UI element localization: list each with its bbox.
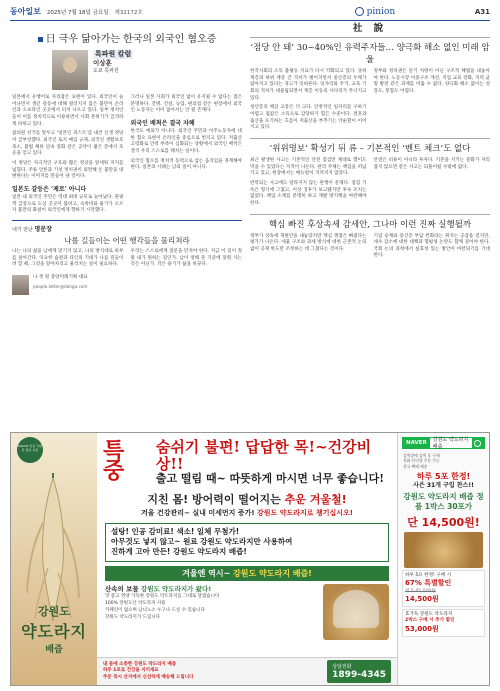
naver-instructions: 검색창에 검색 후 구매 전화·인터넷 주문 가능 전국 택배 배송 <box>403 453 440 469</box>
editorial-paragraph: 한국사회의 소득 불평등 지표가 다시 악화되고 있다. 상위 계층과 하위 계층 간 격차가 벌어지면서 중산층의 두께가 얇아지고 있다는 경고가 잇따른다. 일자리와 주거, 교육 기회의 격차가 대물림되면서 계층 이동의 사다리가 무너지고 있다. <box>250 69 367 101</box>
newspaper-logo: 동아일보 <box>10 6 41 16</box>
ad-headline: 숨쉬기 불편! 답답한 목!~건강비상!! <box>155 438 372 473</box>
ad-box-image <box>404 532 483 568</box>
column-paragraph: 일본 내 외국인 주민은 역대 최대 규모로 늘어났다. 관광객 급증으로 도심 곳곳이 붐비고, 숙박비와 물가가 오르자 불만의 화살이 외국인에게 향하기 시작했다. <box>12 194 124 214</box>
issue-date: 2025년 7월 18일 금요일 <box>46 9 109 16</box>
ad-juice-image <box>323 584 389 640</box>
column-paragraph: 이 정당은 자극적인 구호와 짧은 영상을 앞세워 지지를 넓혔다. 주류 언론과 기성 정치권이 외면해 온 불만을 대변한다는 이미지를 만들어 낸 것이다. <box>12 160 124 180</box>
masthead <box>10 5 490 18</box>
page-number: A31 <box>474 7 490 16</box>
opinion-circle-icon <box>355 7 364 16</box>
editorial-section <box>250 20 490 428</box>
author-title: 도쿄 특파원 <box>93 68 119 75</box>
editorial-paragraph: 안전은 비용이 아니라 투자다. 기본을 지키는 문화가 자리 잡지 않으면 같은 사고는 되풀이될 수밖에 없다. <box>373 157 490 170</box>
author-box <box>12 50 242 90</box>
column-subheading: 일본도 갈등은 ‘제로’ 아니다 <box>12 185 87 193</box>
author-name: 이상훈 <box>93 59 112 68</box>
editorial-body <box>250 234 490 264</box>
ad-price: 단 14,500원! <box>407 515 480 529</box>
editorial-title: 핵심 빠진 후상속세 감세안, 그나마 이런 진짜 실행될까 <box>250 214 490 230</box>
ad-banner: 겨울엔 역시~ 강원도 약도라지 배즙! <box>105 566 389 581</box>
ad-sidebar <box>397 433 489 685</box>
ad-offer-desc: 강원도 약도라지 배즙 정품 1박스 30포가 <box>403 492 484 512</box>
quote-label: 내가 만난 명문장 <box>12 225 52 233</box>
issue-number: 제32172호 <box>114 9 143 16</box>
ad-offer-card: 하루 5포 한정! 구매 시 67% 특별할인 정가 45,000원 14,500원 <box>402 570 485 607</box>
ad-product-image <box>11 433 97 685</box>
editorial-title: ‘위위명보’ 확성기 뒤 류 – 기본적인 ‘벤트 체크’도 없다 <box>250 138 490 154</box>
quote-author-photo <box>12 275 29 295</box>
editorial-body <box>250 158 490 211</box>
bellflower-root-icon <box>23 473 83 623</box>
ad-main <box>97 433 397 685</box>
search-icon[interactable] <box>472 438 484 448</box>
column-title: 日 극우 닮아가는 한국의 외국인 혐오증 <box>12 30 242 45</box>
quote-paragraph: 우리는 스스로에게 질문을 던져야 한다. 지금 이 길이 정말 내가 원하는 길인가. 남이 정해 준 기준에 맞춰 사는 것은 아닌가. 작은 용기가 삶을 바꾼다. <box>130 248 242 268</box>
editorial-body <box>250 69 490 135</box>
column-body <box>12 95 242 218</box>
column-paragraph: 한국도 예외가 아니다. 외국인 주민과 이주노동자에 대한 혐오 표현이 온라인을 중심으로 번지고 있다. 저출산 고령화로 인력 부족이 심화되는 상황에서 외국인 배척은 결국 우리 스스로를 해치는 일이다. <box>130 128 242 154</box>
column-paragraph: 일본에서 유행어로 자리잡은 표현이 있다. 외국인이 늘어나면서 생긴 갈등에 대해 걸러지지 않은 불만이 온라인과 오프라인 곳곳에서 터져 나오고 있다. 일부 정치인들이 이를 정치적으로 이용하면서 사회 분위기가 급격하게 바뀌고 있다. <box>12 95 124 127</box>
naver-search-box[interactable] <box>402 437 485 449</box>
section-title <box>355 7 396 17</box>
haccp-badge: HACCP 인증 국내산 원료 사용 <box>17 437 43 463</box>
ad-subheadline: 출고 떨림 때~ 따뜻하게 마시면 너무 좋습니다! <box>155 472 385 485</box>
section-label: pinion <box>366 6 396 17</box>
quote-author <box>12 275 242 295</box>
ad-lower-line: 강원도 약도라지가 드립니다 <box>105 615 161 621</box>
quote-author-name: 나 정 원 중앙미래기획 대표 <box>33 274 88 280</box>
column-series: 특파원 칼럼 <box>95 50 132 58</box>
title-square-icon <box>38 37 43 42</box>
ad-brand: 강원도 약도라지 배즙 <box>21 605 87 655</box>
ad-offer-card: 효가득 강원도 약도라지 2박스 구매 시 추가 할인 53,000원 <box>402 609 485 637</box>
ad-feature-box: 설탕! 인공 감미료! 색소! 일체 무첨가! 아무것도 넣지 않고~ 원료 강원도 약도라지만 사용하여 진하게 고아 만든! 강원도 약도라지 배즙! <box>105 523 389 561</box>
editorial-paragraph: 기업 승계와 중산층 부담 완화라는 취지는 공감을 얻지만, 세수 감소에 대한 대책과 형평성 논란도 함께 짚어야 한다. 국회 논의 과정에서 실효성 있는 방안이 마련되기를 기대한다. <box>373 233 490 259</box>
ad-phone-button[interactable]: 상담전화 1899-4345 <box>327 660 391 683</box>
column-subheading: 외국인 배척은 결국 자해 <box>130 119 195 127</box>
naver-logo: NAVER <box>403 438 430 448</box>
advertisement[interactable] <box>10 432 490 686</box>
editorial-title: ‘점당 안 돼’ 30~40%인 유력주자들… 양극화 해소 없인 미래 암울 <box>250 37 490 65</box>
ad-lower-line: 카페인이 없으며 남녀노소 누구나 드실 수 있습니다 <box>105 608 205 614</box>
quote-paragraph: 나는 나의 삶을 남에게 맡기지 않고, 나의 방식대로 하루를 살아간다. 익숙한 습관과 타인의 기대가 나를 길들이려 할 때, 그것을 알아차리고 물리치는 일이 필요하다. <box>12 248 124 268</box>
ad-contact-bar: 내 몸에 소중한 강원도 약도라지 배즙 하루 1포로 건강을 지키세요 주문 즉시 산지에서 신선하게 배송해 드립니다 상담전화 1899-4345 <box>97 657 397 685</box>
ad-lower-line: 맛 좋고 영양 가득한 강원도 약도라지를 그대로 달였습니다 <box>105 593 220 599</box>
ad-special-label: 특 중 <box>103 438 124 485</box>
column-article <box>12 30 242 428</box>
ad-lower-title: 산속의 보물 강원도 약도라지가 왔다! <box>105 584 212 593</box>
column-paragraph: 외국인 혐오를 정치적 동력으로 삼는 움직임을 경계해야 한다. 일본의 사례는 남의 일이 아니다. <box>130 158 242 171</box>
editorial-label: 社 說 <box>352 23 388 34</box>
ad-limited-offer: 하루 5포 한정! 사은 31개 구입 찬스!! <box>413 471 474 489</box>
quote-email: people.letter@donga.com <box>33 284 88 290</box>
column-paragraph: 참의원 선거를 앞두고 ‘일본인 퍼스트’를 내건 신생 정당이 급부상했다. 외국인 토지 매입 규제, 외국인 생활보호 축소, 불법 체류 단속 강화 같은 공약이 젊은 층에서 호응을 얻고 있다. <box>12 131 124 157</box>
editorial-paragraph: 반복되는 사고에도 달라지지 않는 관행이 문제다. 점검 기록은 형식에 그쳤고, 이상 징후가 보고됐지만 후속 조치는 없었다. 책임 소재를 분명히 하고 재발 방지책을 마련해야 한다. <box>250 180 367 206</box>
ad-tagline: 지친 몸! 방어력이 떨어지는 추운 겨울철! <box>147 493 347 507</box>
quote-title: 나를 길들이는 어떤 행각들을 물리쳐라 <box>64 235 190 245</box>
author-photo <box>52 50 88 90</box>
quote-section <box>12 220 242 295</box>
editorial-paragraph: 최근 발생한 사고는 기본적인 안전 점검만 제대로 했어도 막을 수 있었다는 지적이 나온다. 관리 주체는 책임을 떠넘기고 있고, 현장에서는 매뉴얼이 지켜지지 않았다. <box>250 157 367 177</box>
ad-lower-line: 100% 강원도산 약도라지 사용 <box>105 600 166 606</box>
naver-query[interactable]: 강원도 약도라지 배즙 <box>432 437 469 450</box>
column-paragraph: 그러나 일본 사회가 외국인 없이 유지될 수 없다는 점은 분명하다. 간병, 건설, 농업, 편의점 같은 현장에서 외국인 노동자는 이미 없어서는 안 될 존재다. <box>130 95 242 114</box>
editorial-paragraph: 정부가 상속세 개편안을 내놓았지만 핵심 쟁점은 빠졌다는 평가가 나온다. 세율 구조와 과세 방식에 대한 근본적 논의 없이 공제 한도만 조정하는 데 그쳤다는 것이다. <box>250 233 367 252</box>
editorial-paragraph: 정부와 정치권은 단기 처방이 아닌 구조적 해법을 내놓아야 한다. 노동시장 이중구조 개선, 직업 교육 강화, 지역 균형 발전 같은 과제를 미룰 수 없다. 양극화 해소 없이는 성장도, 통합도 어렵다. <box>373 69 490 94</box>
editorial-paragraph: 청년층의 체감 고통은 더 크다. 안정적인 일자리를 구하기 어렵고 집값은 소득으로 감당하기 힘든 수준이다. 결혼과 출산을 포기하는 흐름이 저출산을 부추기는 악순환이 이어지고 있다. <box>250 105 367 131</box>
ad-tagline-2: 겨울 건강관리~ 실내 미세먼지 증가! 강원도 약도라지로 챙기십시오! <box>141 509 353 518</box>
